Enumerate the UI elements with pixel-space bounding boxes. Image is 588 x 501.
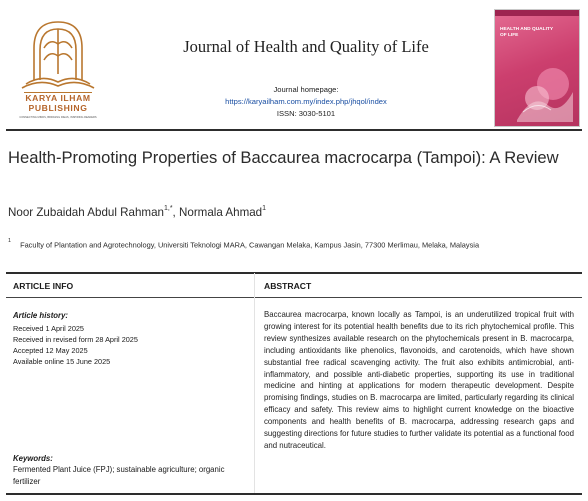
author-list: Noor Zubaidah Abdul Rahman$^{1,*}$, Normala Ahmad$^1$ — [8, 205, 267, 219]
journal-title: Journal of Health and Quality of Life — [183, 37, 429, 56]
logo-tagline: CONNECTING MINDS, BRIDGING IDEAS, INSPIRING READERS — [19, 116, 97, 119]
karya-ilham-publishing-logo — [6, 14, 110, 122]
column-divider — [254, 273, 255, 493]
abstract-text: Baccaurea macrocarpa, known locally as Tampoi, is an underutilized tropical fruit with growing interest for its potential health benefits due to its rich phytochemical profile. This review synthesizes available research on the phytochemicals present in B. macrocarpa, including antioxidants like phenolics, flavonoids, and carotenoids, which have shown substantial free radical scavenging activity. The fruit also exhibits antimicrobial, anti-inflammatory, and possible anti-diabetic properties, supporting its use in traditional medicine and hinting at applications for modern therapeutic development. Despite promising findings, studies on B. macrocarpa are limited, particularly regarding its clinical efficacy and safety. This review aims to highlight current knowledge on the bioactive components and health benefits of B. macrocarpa, addressing research gaps and suggesting directions for future studies to further validate its potential as a functional food and nutraceutical. — [264, 310, 574, 450]
table-header-rule — [6, 297, 582, 298]
author-name: Normala Ahmad — [179, 206, 263, 219]
keywords-text: Fermented Plant Juice (FPJ); sustainable agriculture; organic fertilizer — [13, 465, 225, 487]
logo-line-1: KARYA ILHAM — [25, 93, 91, 103]
logo-line-2: PUBLISHING — [28, 103, 88, 113]
author-affiliation-mark: 1,* — [163, 205, 173, 213]
journal-homepage-block — [126, 84, 486, 119]
author-name: Noor Zubaidah Abdul Rahman — [8, 206, 164, 219]
journal-cover-thumbnail — [494, 9, 580, 127]
article-info-heading: ARTICLE INFO — [13, 281, 74, 291]
abstract-heading: ABSTRACT — [264, 281, 312, 291]
homepage-label: Journal homepage: — [273, 85, 339, 94]
homepage-link[interactable]: https://karyailham.com.my/index.php/jhqol/index — [225, 96, 387, 106]
article-title: Health-Promoting Properties of Baccaurea macrocarpa (Tampoi): A Review — [8, 148, 559, 167]
history-item: Received 1 April 2025 — [13, 324, 84, 333]
cover-stripe — [495, 10, 580, 16]
affiliation-text: Faculty of Plantation and Agrotechnology, Universiti Teknologi MARA, Cawangan Melaka, Kampus Jasin, 77300 Merlimau, Melaka, Malaysia — [20, 240, 480, 250]
issn: ISSN: 3030-5101 — [276, 108, 336, 118]
history-item: Available online 15 June 2025 — [13, 357, 111, 366]
header-divider — [6, 129, 582, 131]
table-bottom-rule — [6, 493, 582, 495]
affiliation-number: 1 — [8, 238, 12, 244]
journal-header — [0, 0, 588, 128]
author-affiliation-mark: 1 — [262, 205, 267, 213]
table-top-rule — [6, 272, 582, 274]
history-item: Accepted 12 May 2025 — [13, 346, 88, 355]
cover-title: HEALTH AND QUALITY OF LIFE — [500, 27, 553, 38]
affiliation — [8, 240, 578, 249]
keywords-label: Keywords: — [13, 454, 53, 463]
article-history-label: Article history: — [13, 311, 69, 320]
cover-artwork — [513, 62, 575, 122]
article-history-list — [13, 323, 138, 367]
history-item: Received in revised form 28 April 2025 — [13, 335, 138, 344]
